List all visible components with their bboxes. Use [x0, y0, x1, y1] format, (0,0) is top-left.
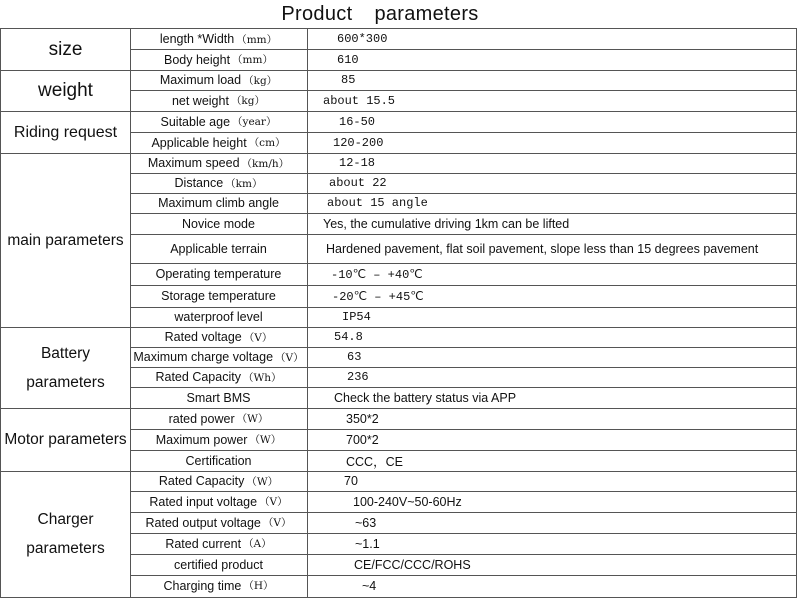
parameter-value: about 15.5 [323, 93, 396, 108]
section-label-line: Charger [37, 510, 94, 528]
parameter-value: 100-240V~50-60Hz [353, 494, 462, 509]
title-word-1: Product [281, 3, 353, 25]
parameter-value: -20℃ – +45℃ [332, 289, 424, 304]
parameter-unit: （V） [243, 331, 273, 344]
parameter-value: about 22 [329, 176, 387, 190]
parameter-name: Operating temperature [155, 267, 282, 281]
parameter-label [130, 173, 307, 193]
parameter-name: Rated input voltage [149, 494, 258, 509]
parameter-unit: （W） [236, 413, 269, 425]
parameter-label [130, 285, 307, 307]
parameter-unit: （kg） [243, 74, 278, 87]
parameter-unit: （H） [243, 580, 274, 592]
parameter-name: Rated voltage [164, 330, 242, 344]
parameter-value: 700*2 [346, 432, 379, 447]
parameter-value: 70 [344, 474, 358, 488]
parameter-label [130, 234, 307, 263]
parameter-label [130, 29, 307, 49]
parameter-unit: （km/h） [241, 157, 290, 170]
parameter-unit: （V） [259, 496, 288, 508]
parameter-label [130, 49, 307, 70]
parameter-value: IP54 [342, 310, 371, 324]
section-label-line: main parameters [7, 231, 124, 249]
parameter-label [130, 327, 307, 347]
parameter-label [130, 387, 307, 408]
parameter-value: 54.8 [334, 330, 363, 344]
parameter-value: Yes, the cumulative driving 1km can be lifted [323, 216, 570, 231]
parameter-unit: （year） [232, 116, 277, 128]
parameter-label [130, 491, 307, 512]
parameter-unit: （V） [262, 517, 292, 529]
parameter-name: Rated Capacity [158, 474, 245, 488]
parameter-unit: （W） [249, 434, 282, 446]
parameter-name: rated power [168, 411, 235, 426]
section-label-weight [1, 70, 130, 111]
parameter-value: Hardened pavement, flat soil pavement, slope less than 15 degrees pavement [326, 241, 759, 256]
parameter-label [130, 450, 307, 471]
parameter-label [130, 554, 307, 575]
parameter-name: Storage temperature [161, 289, 276, 303]
parameter-unit: （mm） [232, 54, 273, 66]
section-label-charger-parameters [1, 471, 130, 596]
section-label-line: weight [38, 80, 93, 101]
parameter-name: Certification [185, 453, 252, 468]
parameter-unit: （W） [246, 475, 279, 488]
parameter-value: 85 [341, 73, 356, 87]
parameter-value: -10℃ – +40℃ [331, 267, 423, 282]
parameter-value: Check the battery status via APP [334, 390, 517, 405]
parameter-value: 63 [347, 350, 362, 364]
parameter-value: 16-50 [339, 114, 376, 129]
parameter-label [130, 512, 307, 533]
section-label-line: parameters [26, 373, 105, 391]
parameter-label [130, 132, 307, 153]
parameter-label [130, 471, 307, 491]
section-label-size [1, 29, 130, 70]
parameter-label [130, 90, 307, 111]
parameter-label [130, 429, 307, 450]
parameter-name: certified product [174, 557, 263, 572]
parameter-value: 350*2 [346, 411, 379, 426]
parameter-label [130, 575, 307, 596]
parameter-label [130, 533, 307, 554]
parameter-unit: （A） [243, 538, 272, 550]
section-label-line: parameters [26, 539, 105, 557]
section-label-riding-request [1, 111, 130, 153]
parameter-value: 600*300 [337, 32, 388, 46]
parameter-label [130, 193, 307, 213]
parameter-unit: （mm） [236, 33, 278, 46]
parameter-name: Novice mode [182, 216, 255, 231]
parameter-label [130, 263, 307, 285]
parameter-value: 236 [347, 370, 369, 384]
section-label-line: Battery [40, 344, 91, 362]
parameter-name: Rated output voltage [145, 515, 261, 530]
section-label-motor-parameters [1, 408, 130, 471]
section-label-line: size [48, 39, 83, 60]
parameter-value: 12-18 [339, 156, 376, 170]
parameter-label [130, 111, 307, 132]
parameter-name: net weight [171, 93, 229, 108]
parameter-name: Rated current [165, 536, 242, 551]
parameter-name: waterproof level [174, 310, 263, 324]
parameter-name: Distance [174, 176, 224, 190]
parameter-name: Rated Capacity [155, 370, 241, 384]
parameter-name: Smart BMS [186, 390, 251, 405]
parameter-name: Body height [164, 52, 231, 67]
page-title [0, 0, 760, 28]
parameter-label [130, 213, 307, 234]
parameter-unit: （kg） [230, 95, 266, 107]
parameter-name: Suitable age [160, 114, 231, 129]
parameter-name: Applicable height [151, 135, 247, 150]
parameter-name: Maximum climb angle [158, 196, 279, 210]
parameter-value: about 15 angle [327, 196, 428, 210]
parameter-label [130, 367, 307, 387]
parameter-name: length *Width [159, 32, 235, 46]
parameter-value: 610 [337, 52, 359, 67]
parameter-unit: （V） [275, 351, 304, 364]
parameter-name: Charging time [163, 578, 242, 593]
parameters-table [0, 28, 797, 598]
parameter-name: Maximum speed [147, 156, 240, 170]
parameter-value: CCC，CE [346, 454, 403, 469]
section-label-battery-parameters [1, 327, 130, 408]
parameter-name: Maximum power [155, 432, 248, 447]
section-label-line: Riding request [13, 123, 118, 141]
parameter-name: Applicable terrain [170, 241, 267, 256]
parameter-unit: （km） [225, 177, 263, 190]
title-word-2: parameters [374, 3, 479, 25]
section-label-main-parameters [1, 153, 130, 327]
parameter-value: 120-200 [333, 135, 384, 150]
parameter-label [130, 347, 307, 367]
parameter-value: ~1.1 [355, 536, 380, 551]
section-label-line: Motor parameters [4, 431, 127, 448]
parameter-unit: （cm） [248, 137, 286, 149]
parameter-unit: （Wh） [242, 371, 282, 384]
parameter-name: Maximum load [159, 73, 242, 87]
parameter-value: ~63 [355, 515, 377, 530]
parameter-label [130, 153, 307, 173]
parameter-name: Maximum charge voltage [133, 350, 274, 364]
parameter-label [130, 408, 307, 429]
parameter-value: CE/FCC/CCC/ROHS [354, 557, 471, 572]
parameter-value: ~4 [362, 578, 377, 593]
parameter-label [130, 70, 307, 90]
parameter-label [130, 307, 307, 327]
